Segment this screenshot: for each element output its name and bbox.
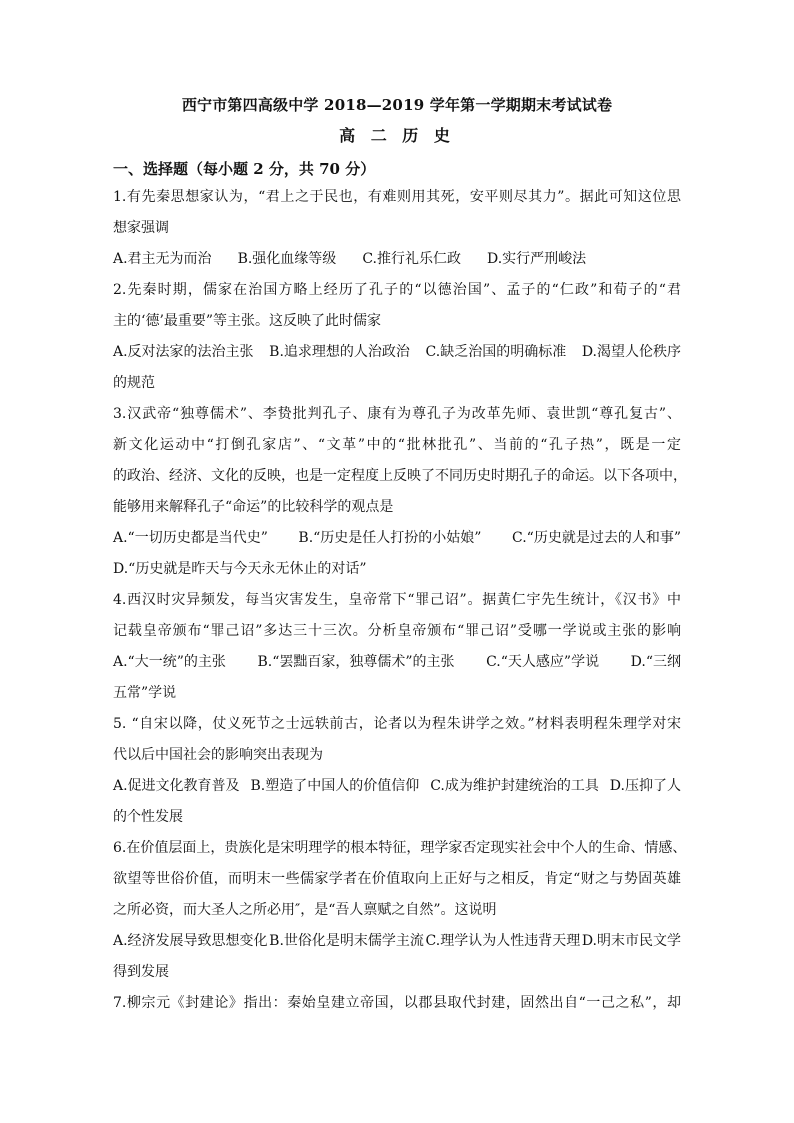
q4-option-d: D.“三纲	[630, 654, 681, 670]
q4-option-a: A.“大一统”的主张	[113, 654, 226, 670]
q6-options	[113, 932, 681, 950]
q2-option-b: B.追求理想的人治政治	[269, 344, 410, 360]
q3-stem-line: 新文化运动中“打倒孔家店”、“文革”中的“批林批孔”、当前的“孔子热”，既是一定	[113, 437, 681, 453]
q5-options	[113, 777, 681, 795]
q5-option-continuation: 的个性发展	[113, 809, 183, 825]
q3-stem-line: 3.汉武帝“独尊儒术”、李贽批判孔子、康有为尊孔子为改革先师、袁世凯“尊孔复古”、	[113, 406, 681, 422]
q1-stem-line: 1.有先秦思想家认为，“君上之于民也，有难则用其死，安平则尽其力”。据此可知这位思	[113, 189, 681, 205]
q3-option-b: B.“历史是任人打扮的小姑娘”	[298, 530, 482, 546]
q6-stem-line: 欲望等世俗价值，而明末一些儒家学者在价值取向上正好与之相反，肯定“财之与势固英雄	[113, 871, 681, 887]
q4-stem-line: 4.西汉时灾异频发，每当灾害发生，皇帝常下“罪己诏”。据黄仁宇先生统计，《汉书》中	[113, 592, 681, 608]
q5-stem-line: 5. “自宋以降，仗义死节之士远轶前古，论者以为程朱讲学之效。”材料表明程朱理学对宋	[113, 716, 681, 732]
q1-options	[113, 250, 681, 268]
q6-option-a: A.经济发展导致思想变化	[113, 933, 268, 949]
q4-stem-line: 记载皇帝颁布“罪己诏”多达三十三次。分析皇帝颁布“罪己诏”受哪一学说或主张的影响	[113, 623, 681, 639]
q2-option-c: C.缺乏治国的明确标准	[425, 344, 567, 360]
q6-option-d: D.明末市民文学	[581, 933, 681, 949]
q3-stem-line: 的政治、经济、文化的反映，也是一定程度上反映了不同历史时期孔子的命运。以下各项中，	[113, 468, 687, 484]
q4-option-b: B.“罢黜百家，独尊儒术”的主张	[257, 654, 455, 670]
q6-stem-line: 6.在价值层面上，贵族化是宋明理学的根本特征，理学家否定现实社会中个人的生命、情感、	[113, 840, 687, 856]
exam-subject: 高 二 历 史	[339, 126, 455, 145]
q1-option-a: A.君主无为而治	[113, 251, 212, 267]
q2-option-d: D.渴望人伦秩序	[581, 344, 681, 360]
q5-stem-line: 代以后中国社会的影响突出表现为	[113, 747, 323, 763]
q4-options	[113, 653, 681, 671]
q3-option-d: D.“历史就是昨天与今天永无休止的对话”	[113, 561, 367, 577]
q2-stem-line: 2.先秦时期，儒家在治国方略上经历了孔子的“以德治国”、孟子的“仁政”和荀子的“君	[113, 282, 681, 298]
q1-option-b: B.强化血缘等级	[237, 251, 337, 267]
q3-stem-line: 能够用来解释孔子“命运”的比较科学的观点是	[113, 499, 394, 515]
q7-stem-line: 7.柳宗元《封建论》指出：秦始皇建立帝国，以郡县取代封建，固然出自“一己之私”，却	[113, 995, 681, 1011]
q2-options	[113, 343, 681, 361]
q4-option-c: C.“天人感应”学说	[486, 654, 600, 670]
section-heading: 一、选择题（每小题 2 分，共 70 分）	[113, 160, 376, 178]
q5-option-c: C.成为维护封建统治的工具	[430, 778, 599, 794]
q6-option-b: B.世俗化是明末儒学主流	[269, 933, 424, 949]
q4-option-continuation: 五常”学说	[113, 685, 177, 701]
q3-options	[113, 529, 681, 547]
q2-option-a: A.反对法家的法治主张	[113, 344, 254, 360]
q6-stem-line: 之所必资，而大圣人之所必用″，是“吾人禀赋之自然”。这说明	[113, 902, 497, 918]
q2-stem-line: 主的‘德’最重要”等主张。这反映了此时儒家	[113, 313, 382, 329]
q6-option-continuation: 得到发展	[113, 964, 169, 980]
q1-stem-line: 想家强调	[113, 220, 169, 236]
q1-option-c: C.推行礼乐仁政	[362, 251, 461, 267]
q1-option-d: D.实行严刑峻法	[486, 251, 587, 267]
q2-option-continuation: 的规范	[113, 375, 155, 391]
q3-option-c: C.“历史就是过去的人和事”	[512, 530, 681, 546]
q5-option-b: B.塑造了中国人的价值信仰	[250, 778, 420, 794]
q5-option-a: A.促进文化教育普及	[113, 778, 240, 794]
q5-option-d: D.压抑了人	[609, 778, 681, 794]
q6-option-c: C.理学认为人性违背天理	[425, 933, 581, 949]
q3-option-a: A.“一切历史都是当代史”	[113, 530, 268, 546]
exam-title: 西宁市第四高级中学 2018—2019 学年第一学期期末考试试卷	[181, 96, 613, 114]
